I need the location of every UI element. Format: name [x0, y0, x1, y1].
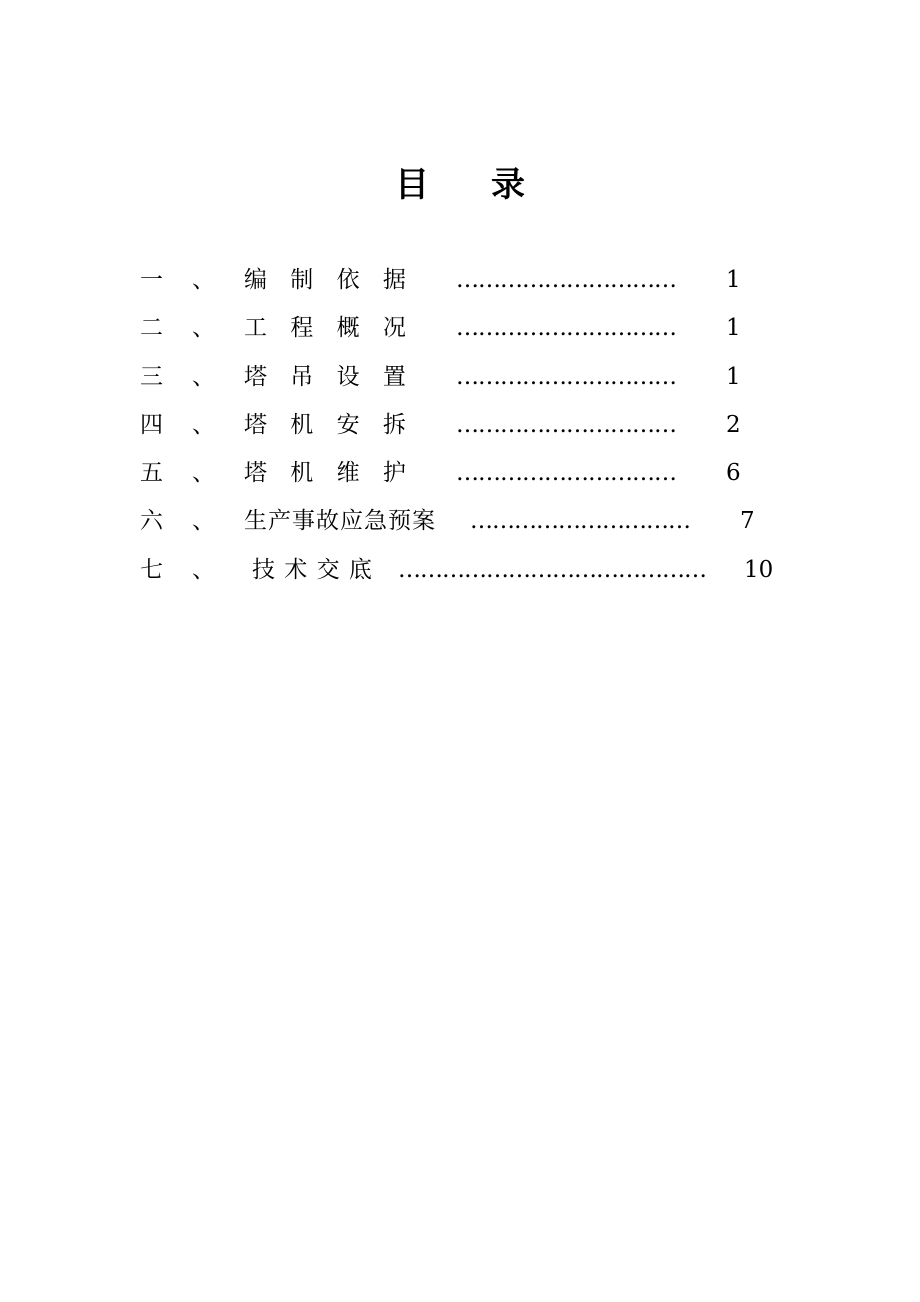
- toc-entry-number: 一: [140, 267, 163, 293]
- toc-entry-title: 编 制 依 据: [244, 267, 406, 293]
- title-char-2: 录: [491, 165, 525, 205]
- toc-entry-separator: 、: [192, 267, 215, 293]
- toc-entry-separator: 、: [192, 412, 215, 438]
- toc-entry-title: 塔 吊 设 置: [244, 364, 406, 390]
- toc-entry-title: 工 程 概 况: [244, 315, 406, 341]
- toc-entry-leader: …………………………: [456, 315, 676, 341]
- toc-entry-leader: …………………………: [456, 412, 676, 438]
- toc-entry-number: 二: [140, 315, 163, 341]
- page-title: [0, 162, 920, 208]
- toc-entry-title: 生产事故应急预案: [244, 508, 436, 534]
- toc-entry-leader: …………………………: [456, 364, 676, 390]
- toc-entry-page: 2: [726, 412, 741, 438]
- toc-entry-page: 1: [726, 364, 741, 390]
- toc-entry-separator: 、: [192, 315, 215, 341]
- toc-entry[interactable]: [140, 456, 760, 490]
- toc-entry-number: 七: [140, 557, 163, 583]
- toc-entry-number: 六: [140, 508, 163, 534]
- toc-entry-page: 10: [744, 557, 774, 583]
- toc-entry-title: 塔 机 安 拆: [244, 412, 406, 438]
- toc-entry-page: 6: [726, 460, 741, 486]
- toc-entry[interactable]: [140, 553, 780, 587]
- toc-entry-number: 三: [140, 364, 163, 390]
- toc-entry[interactable]: [140, 263, 760, 297]
- title-char-1: 目: [395, 165, 429, 205]
- toc-entry-title: 塔 机 维 护: [244, 460, 406, 486]
- toc-entry-leader: …………………………: [456, 267, 676, 293]
- toc-entry[interactable]: [140, 408, 760, 442]
- toc-entry-leader: ……………………………………: [398, 557, 706, 583]
- toc-entry[interactable]: [140, 311, 760, 345]
- toc-entry-leader: …………………………: [456, 460, 676, 486]
- toc-entry-leader: …………………………: [470, 508, 690, 534]
- toc-entry-separator: 、: [192, 508, 215, 534]
- toc-entry-page: 1: [726, 267, 741, 293]
- toc-entry[interactable]: [140, 360, 760, 394]
- toc-entry-title: 技 术 交 底: [252, 557, 372, 583]
- toc-entry-separator: 、: [192, 557, 215, 583]
- toc-entry-number: 四: [140, 412, 163, 438]
- toc-entry-number: 五: [140, 460, 163, 486]
- toc-entry-separator: 、: [192, 364, 215, 390]
- toc-entry-page: 7: [740, 508, 755, 534]
- toc-entry[interactable]: [140, 504, 770, 538]
- toc-entry-separator: 、: [192, 460, 215, 486]
- toc-entry-page: 1: [726, 315, 741, 341]
